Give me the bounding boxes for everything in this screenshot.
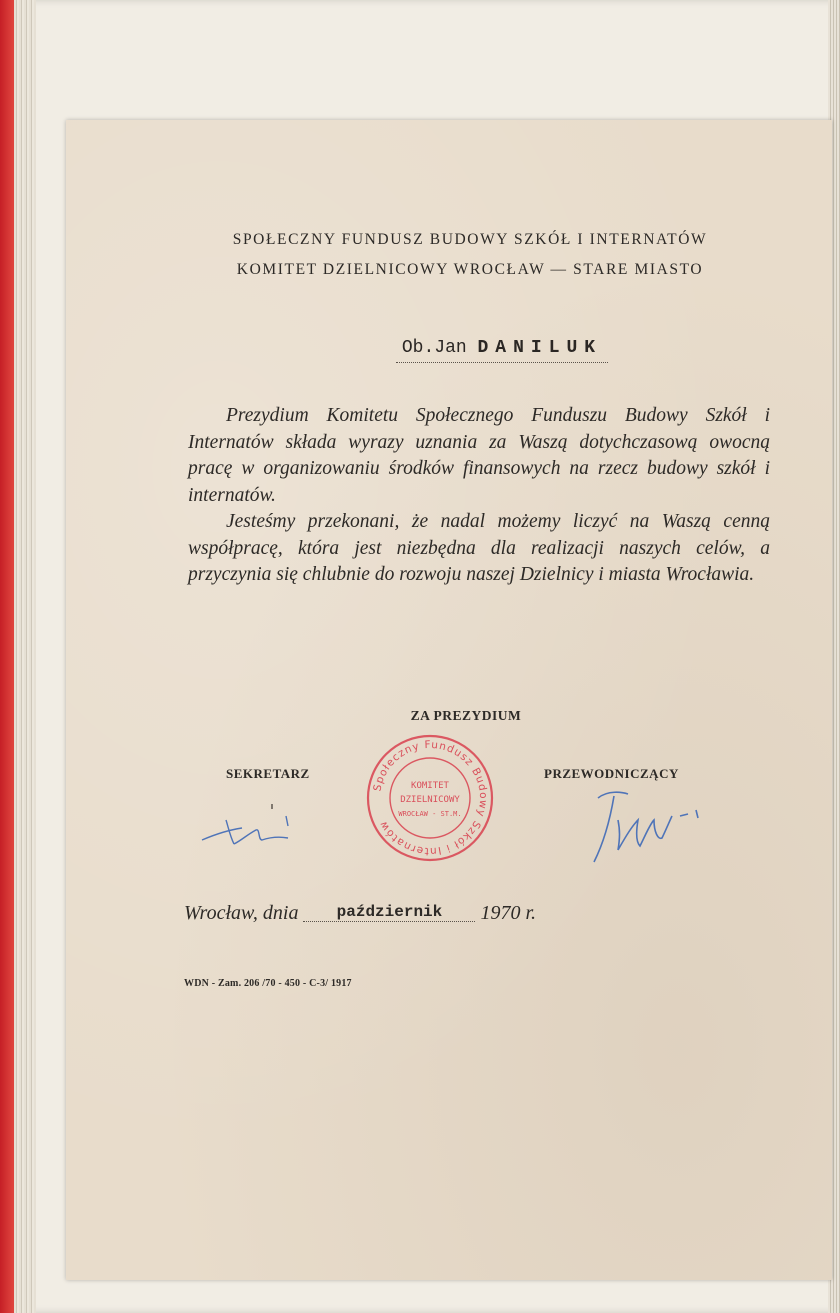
recipient-prefix: Ob.Jan — [401, 338, 478, 358]
date-line — [184, 902, 684, 925]
header-line-committee: KOMITET DZIELNICOWY WROCŁAW — STARE MIASTO — [236, 261, 704, 278]
przewodniczacy-signature — [588, 780, 708, 870]
body-paragraph-2: Jesteśmy przekonani, że nadal możemy liczyć na Waszą cenną współpracę, która jest niezbędna dla realizacji naszych celów, a przyczynia się chlubnie do rozwoju naszej Dzielnicy i miasta Wrocławia. — [188, 511, 770, 585]
letter-body — [188, 403, 770, 589]
sekretarz-label: SEKRETARZ — [226, 766, 310, 781]
date-year: 1970 r. — [480, 902, 537, 924]
stamp-center-line-1: KOMITET — [411, 781, 449, 791]
committee-stamp — [364, 732, 496, 864]
sekretarz-signature — [198, 800, 308, 860]
body-paragraph-1: Prezydium Komitetu Społecznego Funduszu Budowy Szkół i Internatów składa wyrazy uznania za Waszą dotychczasową owocną pracę w organizowaniu środków finansowych na rzecz budowy szkół i internatów. — [188, 405, 770, 506]
date-prefix: Wrocław, dnia — [184, 902, 299, 924]
za-prezydium-label: ZA PREZYDIUM — [410, 708, 522, 723]
stamp-center-line-3: WROCŁAW - ST.M. — [398, 810, 462, 818]
document-header — [190, 225, 750, 285]
stamp-outer-text: Społeczny Fundusz Budowy Szkół i Internatów — [371, 738, 490, 858]
print-code: WDN - Zam. 206 /70 - 450 - C-3/ 1917 — [184, 978, 352, 989]
page-stack-left-edge — [14, 0, 36, 1313]
header-line-organization: SPOŁECZNY FUNDUSZ BUDOWY SZKÓŁ I INTERNATÓW — [232, 231, 708, 248]
stamp-center-line-2: DZIELNICOWY — [400, 795, 460, 805]
przewodniczacy-label: PRZEWODNICZĄCY — [544, 766, 679, 781]
date-month: październik — [303, 903, 475, 922]
document-sheet — [66, 120, 832, 1280]
recipient-name: DANILUK — [477, 338, 603, 358]
recipient-line — [396, 338, 608, 363]
